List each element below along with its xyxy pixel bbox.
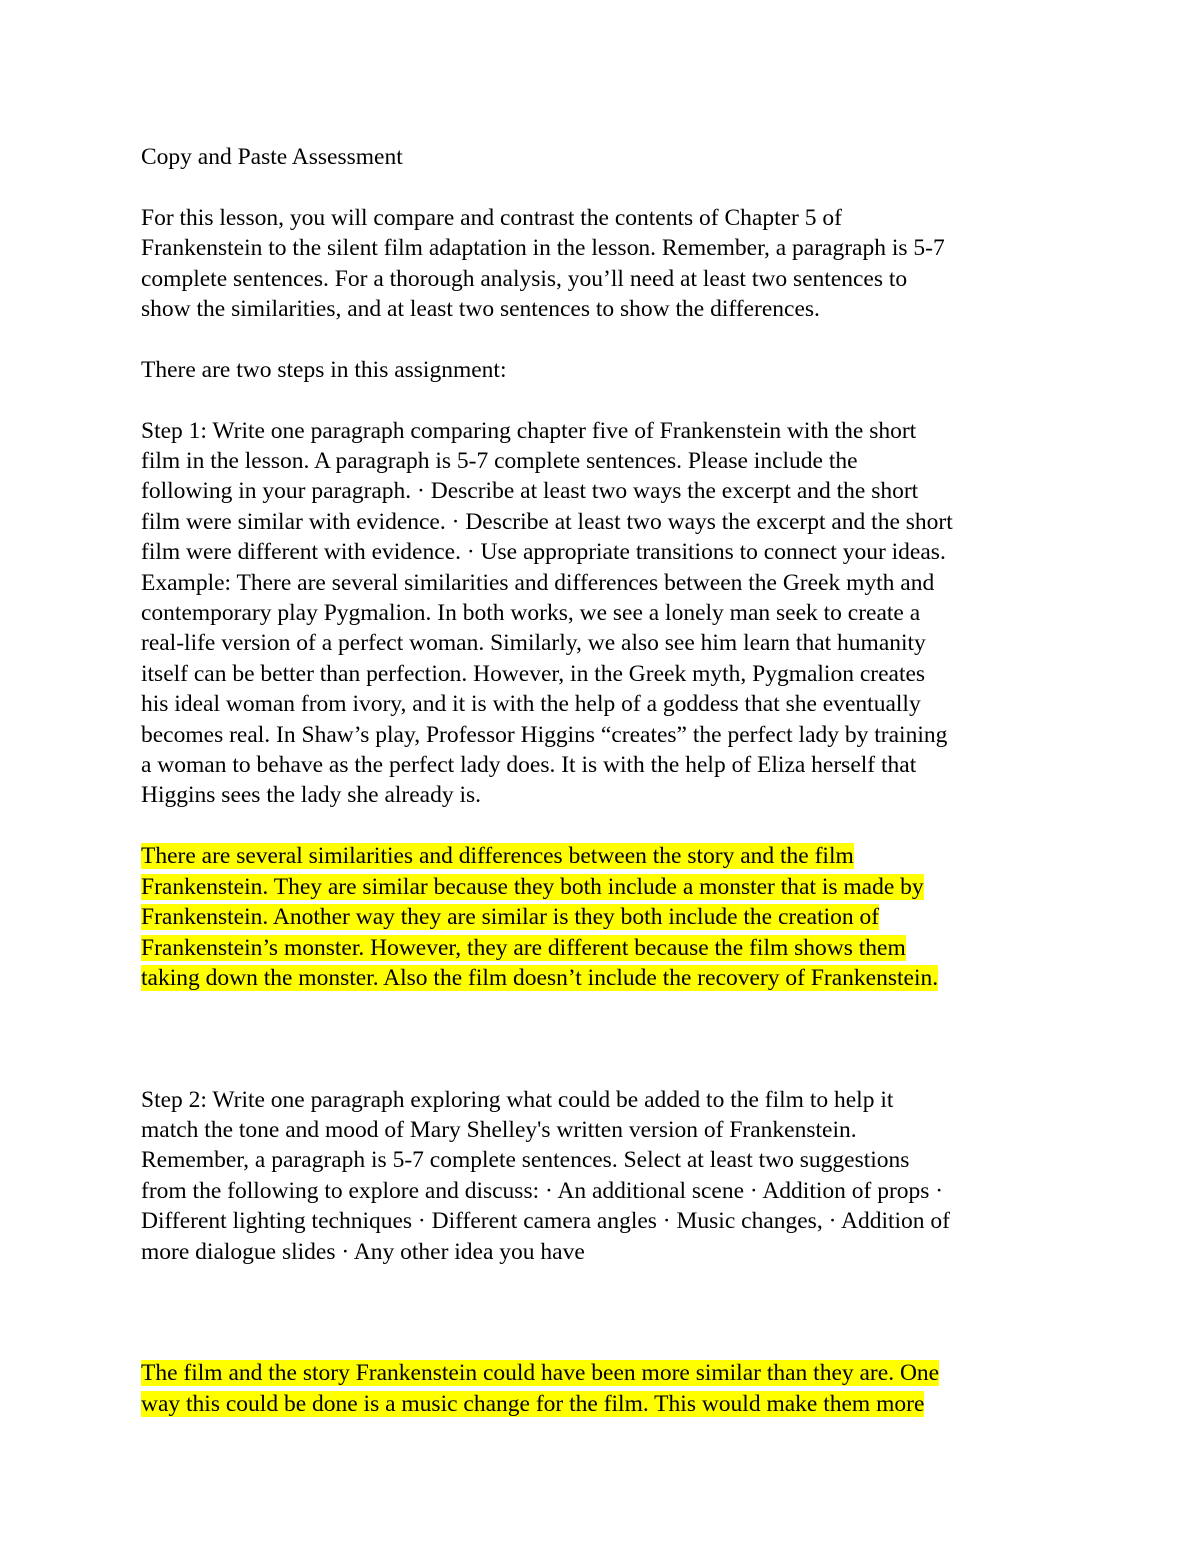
title-line: Copy and Paste Assessment <box>141 144 403 170</box>
step1-line: Example: There are several similarities and differences between the Greek myth and <box>141 569 935 596</box>
step1-line: itself can be better than perfection. However, in the Greek myth, Pygmalion creates <box>141 660 926 687</box>
steps-intro <box>141 355 1071 385</box>
answer1-line: There are several similarities and differences between the story and the film <box>141 843 854 870</box>
answer1-line: Frankenstein’s monster. However, they are different because the film shows them <box>141 934 906 961</box>
intro-paragraph <box>141 203 1071 325</box>
step2-line: more dialogue slides · Any other idea you have <box>141 1238 585 1265</box>
step2-paragraph <box>141 1085 1071 1267</box>
intro-line: complete sentences. For a thorough analysis, you’ll need at least two sentences to <box>141 265 908 292</box>
answer1-highlighted-paragraph <box>141 841 1071 993</box>
step1-paragraph <box>141 416 1071 811</box>
step2-line: Step 2: Write one paragraph exploring what could be added to the film to help it <box>141 1086 894 1113</box>
step1-line: film in the lesson. A paragraph is 5-7 complete sentences. Please include the <box>141 448 858 475</box>
step1-line: his ideal woman from ivory, and it is with the help of a goddess that she eventually <box>141 691 921 718</box>
document-body <box>141 142 1071 1419</box>
intro-line: Frankenstein to the silent film adaptation in the lesson. Remember, a paragraph is 5-7 <box>141 235 945 262</box>
step2-line: Remember, a paragraph is 5-7 complete sentences. Select at least two suggestions <box>141 1147 910 1174</box>
intro-line: show the similarities, and at least two sentences to show the differences. <box>141 296 820 323</box>
step2-line: Different lighting techniques · Different camera angles · Music changes, · Addition of <box>141 1208 950 1235</box>
step1-line: following in your paragraph. · Describe at least two ways the excerpt and the short <box>141 478 919 505</box>
step1-line: Step 1: Write one paragraph comparing chapter five of Frankenstein with the short <box>141 417 917 444</box>
answer2-highlighted-paragraph <box>141 1358 1071 1419</box>
step1-line: becomes real. In Shaw’s play, Professor Higgins “creates” the perfect lady by training <box>141 721 948 748</box>
answer1-line: Frankenstein. Another way they are similar is they both include the creation of <box>141 904 880 931</box>
answer1-line: taking down the monster. Also the film doesn’t include the recovery of Frankenstein. <box>141 964 939 991</box>
intro-line: For this lesson, you will compare and contrast the contents of Chapter 5 of <box>141 204 842 231</box>
step1-line: Higgins sees the lady she already is. <box>141 782 482 809</box>
step1-line: film were different with evidence. · Use appropriate transitions to connect your ideas. <box>141 539 946 566</box>
answer1-line: Frankenstein. They are similar because they both include a monster that is made by <box>141 873 924 900</box>
step1-line: film were similar with evidence. · Describe at least two ways the excerpt and the short <box>141 508 953 535</box>
step1-line: real-life version of a perfect woman. Similarly, we also see him learn that humanity <box>141 630 926 657</box>
document-title <box>141 142 1071 172</box>
step2-line: from the following to explore and discuss: · An additional scene · Addition of props · <box>141 1177 944 1204</box>
step1-line: a woman to behave as the perfect lady does. It is with the help of Eliza herself that <box>141 752 917 779</box>
steps-intro-line: There are two steps in this assignment: <box>141 356 507 383</box>
answer2-line: The film and the story Frankenstein could have been more similar than they are. One <box>141 1360 940 1387</box>
step2-line: match the tone and mood of Mary Shelley's written version of Frankenstein. <box>141 1116 857 1143</box>
answer2-line: way this could be done is a music change for the film. This would make them more <box>141 1390 925 1417</box>
step1-line: contemporary play Pygmalion. In both works, we see a lonely man seek to create a <box>141 600 921 627</box>
